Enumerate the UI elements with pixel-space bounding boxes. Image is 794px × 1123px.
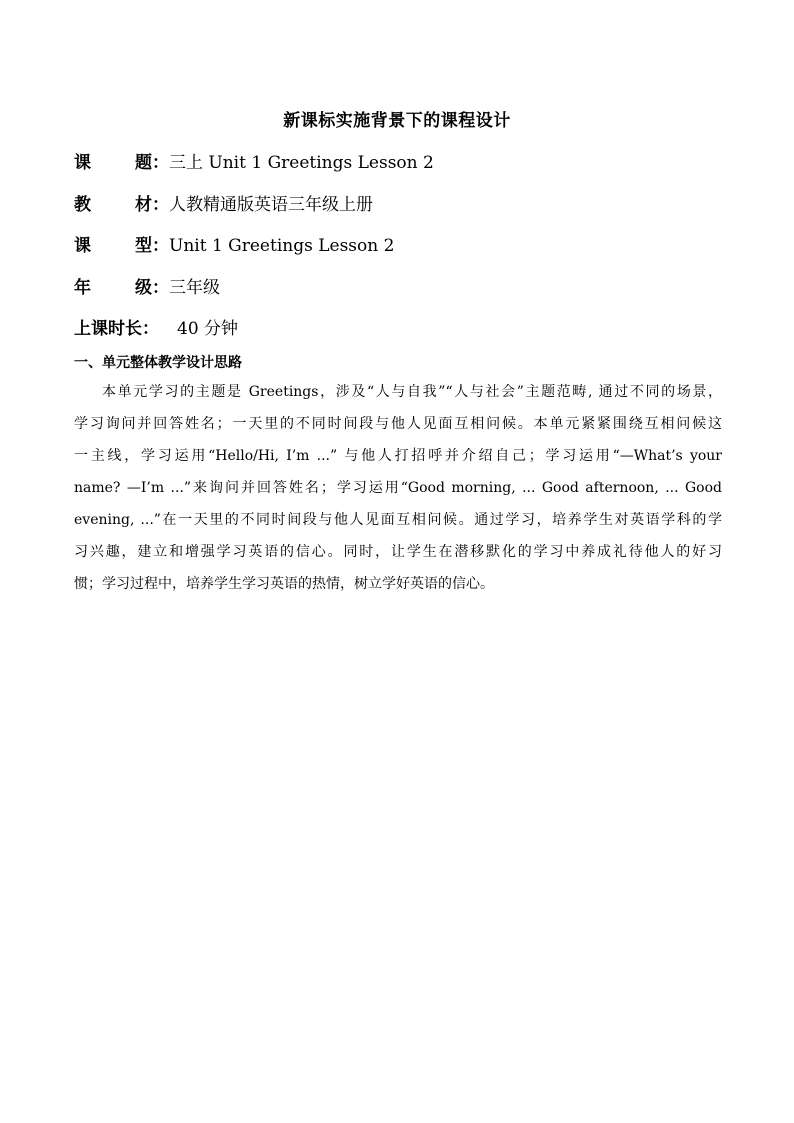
- field-topic: [74, 148, 434, 173]
- field-grade-colon: ：: [152, 278, 169, 298]
- field-textbook-value: 人教精通版英语三年级上册: [169, 195, 373, 215]
- field-duration-label: 上课时长: [74, 319, 142, 339]
- paragraph-line: 一主线，学习运用“Hello/Hi, I’m ...” 与他人打招呼并介绍自己；学习运用“—What’s your: [74, 448, 722, 464]
- paragraph-line: name? —I’m ...”来询问并回答姓名；学习运用“Good morning, ... Good afternoon, ... Good: [74, 480, 722, 496]
- field-topic-value: 三上 Unit 1 Greetings Lesson 2: [169, 153, 434, 173]
- field-lesson-type: [74, 231, 394, 256]
- field-duration-colon: ：: [142, 319, 159, 339]
- document-title: 新课标实施背景下的课程设计: [283, 111, 511, 131]
- field-duration: [74, 314, 238, 339]
- paragraph-line: 习兴趣，建立和增强学习英语的信心。同时，让学生在潜移默化的学习中养成礼待他人的好习: [74, 544, 722, 560]
- field-lesson-type-value: Unit 1 Greetings Lesson 2: [169, 236, 395, 256]
- section-heading: 一、单元整体教学设计思路: [74, 355, 242, 371]
- field-topic-colon: ：: [152, 153, 169, 173]
- field-textbook-colon: ：: [152, 195, 169, 215]
- field-grade: [74, 273, 220, 298]
- field-duration-value: 40 分钟: [177, 319, 239, 339]
- paragraph-line: 本单元学习的主题是 Greetings，涉及“人与自我”“人与社会”主题范畴, 通过不同的场景，: [102, 384, 722, 400]
- section-paragraph: [74, 376, 722, 600]
- field-textbook: [74, 190, 373, 215]
- field-topic-label: 课 题: [74, 153, 152, 173]
- field-textbook-label: 教 材: [74, 195, 152, 215]
- field-grade-value: 三年级: [169, 278, 220, 298]
- field-grade-label: 年 级: [74, 278, 152, 298]
- paragraph-line: 惯；学习过程中，培养学生学习英语的热情，树立学好英语的信心。: [74, 576, 494, 592]
- paragraph-line: 学习询问并回答姓名；一天里的不同时间段与他人见面互相问候。本单元紧紧围绕互相问候这: [74, 416, 722, 432]
- paragraph-line: evening, ...”在一天里的不同时间段与他人见面互相问候。通过学习，培养学生对英语学科的学: [74, 512, 722, 528]
- field-lesson-type-label: 课 型: [74, 236, 152, 256]
- field-lesson-type-colon: ：: [152, 236, 169, 256]
